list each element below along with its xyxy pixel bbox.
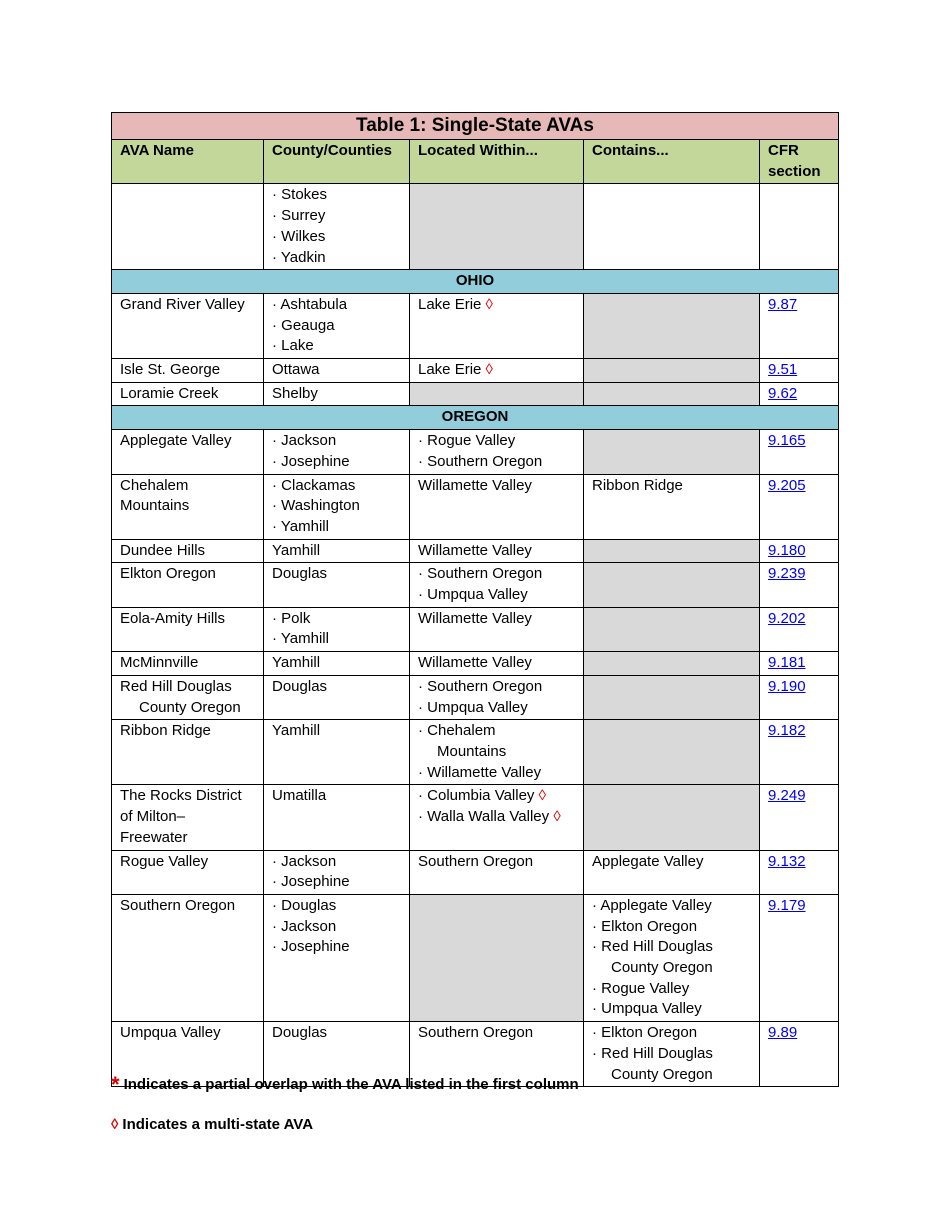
- contains-cell: [584, 382, 760, 406]
- cell-text: Lake Erie: [418, 295, 482, 313]
- contains-cell: [584, 785, 760, 850]
- cell-line: [272, 786, 401, 807]
- cell-line: [120, 677, 255, 698]
- cell-text: Southern Oregon: [120, 896, 236, 914]
- cell-line: [120, 1023, 255, 1044]
- cell-text: Willamette Valley: [418, 541, 532, 559]
- contains-cell: [584, 720, 760, 785]
- located-within-cell: [410, 184, 584, 270]
- located-within-cell: [410, 675, 584, 719]
- located-within-cell: [410, 293, 584, 358]
- state-label: OREGON: [112, 406, 839, 430]
- cell-text: · Geauga: [272, 316, 335, 334]
- cell-text: County Oregon: [139, 698, 241, 716]
- cell-line: [272, 653, 401, 674]
- cell-text: · Josephine: [272, 873, 350, 891]
- cell-line: [272, 384, 401, 405]
- cell-line: [418, 677, 575, 698]
- cell-text: · Surrey: [272, 207, 326, 225]
- cfr-section-link[interactable]: 9.62: [768, 384, 798, 402]
- cell-line: [418, 360, 575, 381]
- table-row: [112, 184, 839, 270]
- cell-line: [272, 248, 401, 269]
- cell-text: · Columbia Valley: [418, 787, 535, 805]
- cell-text: · Jackson: [272, 852, 337, 870]
- cell-line: [418, 476, 575, 497]
- cell-text: · Southern Oregon: [418, 452, 543, 470]
- cell-line: [272, 360, 401, 381]
- cell-line: [418, 807, 575, 828]
- cfr-section-link[interactable]: 9.179: [768, 896, 806, 914]
- cell-line: [272, 852, 401, 873]
- cfr-section-link[interactable]: 9.249: [768, 787, 806, 805]
- cell-text: · Umpqua Valley: [418, 698, 528, 716]
- cell-line: [272, 609, 401, 630]
- cell-line: [272, 431, 401, 452]
- cell-line: [120, 564, 255, 585]
- cell-line: [418, 452, 575, 473]
- header-ava-name: AVA Name: [112, 140, 264, 184]
- contains-cell: [584, 894, 760, 1021]
- cell-text: · Ashtabula: [272, 295, 348, 313]
- table-row: [112, 563, 839, 607]
- cell-text: Rogue Valley: [120, 852, 209, 870]
- cfr-cell: [760, 1022, 839, 1087]
- cell-line: [120, 476, 255, 497]
- cell-line: [120, 721, 255, 742]
- cell-text: · Stokes: [272, 186, 328, 204]
- cell-line: [272, 295, 401, 316]
- footnote-multi-state-text: Indicates a multi-state AVA: [122, 1116, 314, 1133]
- counties-cell: [264, 382, 410, 406]
- cell-text: · Yadkin: [272, 248, 326, 266]
- header-cfr-section: CFR section: [760, 140, 839, 184]
- cell-text: Southern Oregon: [418, 1024, 534, 1042]
- ava-name-cell: [112, 184, 264, 270]
- cell-line: [272, 937, 401, 958]
- contains-cell: [584, 1022, 760, 1087]
- cell-text: · Josephine: [272, 938, 350, 956]
- cell-text: Red Hill Douglas: [120, 677, 232, 695]
- cell-line: [272, 1023, 401, 1044]
- ava-name-cell: [112, 785, 264, 850]
- cell-line: [272, 476, 401, 497]
- counties-cell: [264, 430, 410, 474]
- located-within-cell: [410, 474, 584, 539]
- header-counties: County/Counties: [264, 140, 410, 184]
- cell-text: Yamhill: [272, 722, 321, 740]
- ava-name-cell: [112, 675, 264, 719]
- cell-text: · Yamhill: [272, 517, 329, 535]
- cell-text: · Applegate Valley: [592, 896, 712, 914]
- cfr-section-link[interactable]: 9.51: [768, 361, 798, 379]
- contains-cell: [584, 293, 760, 358]
- cell-text: Applegate Valley: [592, 852, 704, 870]
- cell-line: [120, 896, 255, 917]
- ava-name-cell: [112, 720, 264, 785]
- cfr-section-link[interactable]: 9.165: [768, 432, 806, 450]
- cell-text: Willamette Valley: [418, 654, 532, 672]
- cell-line: [272, 564, 401, 585]
- counties-cell: [264, 607, 410, 651]
- cell-line: [120, 852, 255, 873]
- cell-line: [120, 384, 255, 405]
- counties-cell: [264, 539, 410, 563]
- counties-cell: [264, 652, 410, 676]
- cell-line: [418, 698, 575, 719]
- cfr-section-link[interactable]: 9.180: [768, 541, 806, 559]
- cell-text: · Southern Oregon: [418, 565, 543, 583]
- cell-text: · Douglas: [272, 896, 337, 914]
- cell-line: [272, 917, 401, 938]
- state-row: [112, 406, 839, 430]
- cell-text: · Rogue Valley: [592, 979, 690, 997]
- cell-text: McMinnville: [120, 654, 199, 672]
- cell-text: · Jackson: [272, 917, 337, 935]
- cell-text: of Milton–: [120, 808, 186, 826]
- cell-line: [120, 653, 255, 674]
- cell-text: Douglas: [272, 565, 328, 583]
- cell-text: · Red Hill Douglas: [592, 938, 713, 956]
- diamond-icon: ◊: [111, 1116, 119, 1133]
- cfr-cell: [760, 675, 839, 719]
- cell-line: [592, 979, 751, 1000]
- cfr-section-link[interactable]: 9.132: [768, 852, 806, 870]
- cell-line: [120, 698, 255, 719]
- state-label: OHIO: [112, 270, 839, 294]
- cfr-cell: [760, 382, 839, 406]
- ava-name-cell: [112, 894, 264, 1021]
- cfr-section-link[interactable]: 9.239: [768, 565, 806, 583]
- cfr-section-link[interactable]: 9.190: [768, 677, 806, 695]
- cell-text: Chehalem: [120, 476, 189, 494]
- cell-line: [272, 206, 401, 227]
- ava-name-cell: [112, 430, 264, 474]
- header-row: [112, 140, 839, 184]
- table-row: [112, 652, 839, 676]
- cell-line: [592, 958, 751, 979]
- contains-cell: [584, 850, 760, 894]
- cell-text: · Umpqua Valley: [418, 586, 528, 604]
- cell-line: [272, 227, 401, 248]
- cell-line: [272, 541, 401, 562]
- cfr-section-link[interactable]: 9.202: [768, 609, 806, 627]
- contains-cell: [584, 359, 760, 383]
- cell-text: Shelby: [272, 384, 318, 402]
- cell-text: County Oregon: [611, 959, 713, 977]
- table-row: [112, 850, 839, 894]
- cell-text: Elkton Oregon: [120, 565, 216, 583]
- star-icon: *: [111, 1072, 120, 1097]
- ava-name-cell: [112, 293, 264, 358]
- cell-text: · Josephine: [272, 452, 350, 470]
- cell-line: [418, 609, 575, 630]
- multi-state-diamond-icon: ◊: [485, 361, 493, 379]
- cell-line: [592, 999, 751, 1020]
- cell-text: Yamhill: [272, 541, 321, 559]
- cfr-section-link[interactable]: 9.205: [768, 476, 806, 494]
- cell-line: [272, 452, 401, 473]
- cell-text: · Washington: [272, 497, 360, 515]
- footnote-partial-overlap: [111, 1072, 579, 1098]
- cell-text: · Rogue Valley: [418, 432, 516, 450]
- state-row: [112, 270, 839, 294]
- ava-name-cell: [112, 652, 264, 676]
- ava-name-cell: [112, 850, 264, 894]
- cell-line: [272, 629, 401, 650]
- counties-cell: [264, 563, 410, 607]
- counties-cell: [264, 675, 410, 719]
- located-within-cell: [410, 430, 584, 474]
- cell-text: Lake Erie: [418, 361, 482, 379]
- located-within-cell: [410, 539, 584, 563]
- cell-line: [272, 316, 401, 337]
- table-row: [112, 720, 839, 785]
- single-state-ava-table: [111, 112, 839, 1087]
- cell-line: [418, 763, 575, 784]
- cell-text: Eola-Amity Hills: [120, 609, 226, 627]
- table-row: [112, 382, 839, 406]
- cell-text: Isle St. George: [120, 361, 221, 379]
- located-within-cell: [410, 894, 584, 1021]
- cell-text: · Elkton Oregon: [592, 1024, 698, 1042]
- cfr-cell: [760, 894, 839, 1021]
- cell-line: [418, 564, 575, 585]
- footnote-partial-overlap-text: Indicates a partial overlap with the AVA listed in the first column: [123, 1076, 579, 1093]
- cell-text: Ribbon Ridge: [120, 722, 211, 740]
- cell-text: · Willamette Valley: [418, 763, 542, 781]
- located-within-cell: [410, 850, 584, 894]
- table-row: [112, 675, 839, 719]
- cell-line: [120, 496, 255, 517]
- cfr-section-link[interactable]: 9.87: [768, 295, 798, 313]
- cfr-cell: [760, 785, 839, 850]
- cell-text: Dundee Hills: [120, 541, 206, 559]
- contains-cell: [584, 430, 760, 474]
- footnote-multi-state: [111, 1116, 313, 1133]
- cell-line: [272, 872, 401, 893]
- located-within-cell: [410, 607, 584, 651]
- table-row: [112, 293, 839, 358]
- contains-cell: [584, 539, 760, 563]
- table-row: [112, 430, 839, 474]
- cell-line: [120, 360, 255, 381]
- cell-line: [418, 295, 575, 316]
- table-row: [112, 785, 839, 850]
- cell-text: Mountains: [437, 742, 507, 760]
- cell-text: Umatilla: [272, 787, 327, 805]
- ava-name-cell: [112, 474, 264, 539]
- located-within-cell: [410, 359, 584, 383]
- cell-text: Yamhill: [272, 654, 321, 672]
- counties-cell: [264, 474, 410, 539]
- header-located-within: Located Within...: [410, 140, 584, 184]
- cell-line: [592, 1065, 751, 1086]
- cell-text: · Elkton Oregon: [592, 917, 698, 935]
- cell-line: [592, 852, 751, 873]
- cell-line: [418, 585, 575, 606]
- table-row: [112, 607, 839, 651]
- cell-text: · Polk: [272, 609, 311, 627]
- multi-state-diamond-icon: ◊: [553, 808, 561, 826]
- counties-cell: [264, 894, 410, 1021]
- cfr-cell: [760, 293, 839, 358]
- contains-cell: [584, 184, 760, 270]
- cell-line: [120, 828, 255, 849]
- counties-cell: [264, 785, 410, 850]
- cfr-cell: [760, 720, 839, 785]
- located-within-cell: [410, 720, 584, 785]
- cfr-cell: [760, 430, 839, 474]
- cfr-section-link[interactable]: 9.182: [768, 722, 806, 740]
- table-row: [112, 539, 839, 563]
- multi-state-diamond-icon: ◊: [538, 787, 547, 805]
- cfr-section-link[interactable]: 9.181: [768, 654, 806, 672]
- ava-name-cell: [112, 607, 264, 651]
- cell-text: · Clackamas: [272, 476, 356, 494]
- table-title: Table 1: Single-State AVAs: [112, 113, 839, 140]
- counties-cell: [264, 850, 410, 894]
- cell-text: Willamette Valley: [418, 609, 532, 627]
- table-row: [112, 894, 839, 1021]
- cell-text: · Walla Walla Valley: [418, 808, 550, 826]
- cell-text: · Southern Oregon: [418, 677, 543, 695]
- cell-text: Douglas: [272, 1024, 328, 1042]
- cell-line: [272, 721, 401, 742]
- multi-state-diamond-icon: ◊: [485, 295, 493, 313]
- cfr-cell: [760, 850, 839, 894]
- located-within-cell: [410, 652, 584, 676]
- cell-line: [592, 937, 751, 958]
- cell-text: Freewater: [120, 828, 188, 846]
- contains-cell: [584, 474, 760, 539]
- cell-text: Applegate Valley: [120, 432, 232, 450]
- table-row: [112, 359, 839, 383]
- ava-name-cell: [112, 539, 264, 563]
- contains-cell: [584, 652, 760, 676]
- cell-text: Umpqua Valley: [120, 1024, 221, 1042]
- cell-text: County Oregon: [611, 1065, 713, 1083]
- cell-line: [120, 541, 255, 562]
- counties-cell: [264, 720, 410, 785]
- cell-line: [120, 431, 255, 452]
- cell-line: [592, 1023, 751, 1044]
- cfr-cell: [760, 539, 839, 563]
- cell-text: Grand River Valley: [120, 295, 245, 313]
- cell-line: [418, 786, 575, 807]
- cell-line: [418, 653, 575, 674]
- cell-line: [272, 336, 401, 357]
- cell-line: [418, 1023, 575, 1044]
- ava-name-cell: [112, 359, 264, 383]
- cell-text: · Jackson: [272, 432, 337, 450]
- cell-line: [120, 807, 255, 828]
- cell-text: Mountains: [120, 497, 190, 515]
- cell-text: · Wilkes: [272, 227, 326, 245]
- cell-line: [592, 917, 751, 938]
- table-row: [112, 474, 839, 539]
- cell-text: Willamette Valley: [418, 476, 532, 494]
- cell-line: [272, 496, 401, 517]
- contains-cell: [584, 675, 760, 719]
- cell-line: [272, 185, 401, 206]
- cfr-cell: [760, 563, 839, 607]
- cell-text: · Umpqua Valley: [592, 1000, 702, 1018]
- contains-cell: [584, 607, 760, 651]
- ava-name-cell: [112, 563, 264, 607]
- cell-text: Douglas: [272, 677, 328, 695]
- cell-text: Ottawa: [272, 361, 320, 379]
- cfr-section-link[interactable]: 9.89: [768, 1024, 798, 1042]
- cfr-cell: [760, 607, 839, 651]
- cell-line: [120, 295, 255, 316]
- header-contains: Contains...: [584, 140, 760, 184]
- cell-text: The Rocks District: [120, 787, 242, 805]
- cell-text: · Red Hill Douglas: [592, 1044, 713, 1062]
- counties-cell: [264, 359, 410, 383]
- cfr-cell: [760, 184, 839, 270]
- cell-line: [418, 541, 575, 562]
- cell-text: · Yamhill: [272, 630, 329, 648]
- cell-line: [272, 677, 401, 698]
- contains-cell: [584, 563, 760, 607]
- cell-line: [592, 896, 751, 917]
- cfr-cell: [760, 652, 839, 676]
- cell-line: [120, 786, 255, 807]
- cell-text: Loramie Creek: [120, 384, 219, 402]
- cell-text: · Chehalem: [418, 722, 496, 740]
- cell-text: Southern Oregon: [418, 852, 534, 870]
- cell-line: [272, 896, 401, 917]
- cell-line: [418, 721, 575, 742]
- cell-text: · Lake: [272, 337, 314, 355]
- located-within-cell: [410, 785, 584, 850]
- cell-line: [272, 517, 401, 538]
- cfr-cell: [760, 359, 839, 383]
- cfr-cell: [760, 474, 839, 539]
- counties-cell: [264, 293, 410, 358]
- cell-line: [418, 431, 575, 452]
- cell-line: [418, 852, 575, 873]
- cell-line: [120, 609, 255, 630]
- cell-line: [592, 1044, 751, 1065]
- cell-line: [592, 476, 751, 497]
- cell-text: Ribbon Ridge: [592, 476, 683, 494]
- cell-line: [418, 742, 575, 763]
- ava-name-cell: [112, 382, 264, 406]
- located-within-cell: [410, 563, 584, 607]
- located-within-cell: [410, 382, 584, 406]
- counties-cell: [264, 184, 410, 270]
